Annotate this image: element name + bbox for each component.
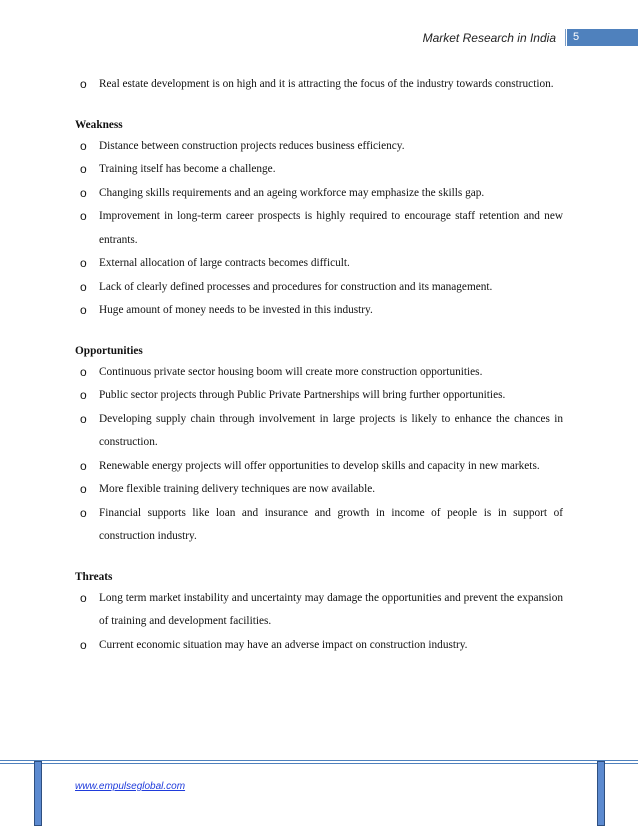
footer-left-bar xyxy=(34,761,42,826)
footer-rule xyxy=(0,760,638,761)
intro-list xyxy=(75,73,563,97)
section-heading: Opportunities xyxy=(75,344,143,357)
list-item-text: Financial supports like loan and insurance and growth in income of people is in support of construction industry. xyxy=(99,506,563,542)
bullet-icon: o xyxy=(80,77,87,91)
document-body xyxy=(75,73,563,657)
list-item-text: Renewable energy projects will offer opportunities to develop skills and capacity in new markets. xyxy=(99,459,540,472)
list-item xyxy=(75,361,563,385)
list-item xyxy=(75,455,563,479)
bullet-icon: o xyxy=(80,482,87,496)
list-item xyxy=(75,502,563,549)
list-item xyxy=(75,135,563,159)
section-threats xyxy=(75,570,563,658)
list-item-text: Improvement in long-term career prospects is highly required to encourage staff retention and new entrants. xyxy=(99,210,563,246)
footer-website-link[interactable]: www.empulseglobal.com xyxy=(75,781,186,792)
bullet-icon: o xyxy=(80,458,87,473)
list-item-text: More flexible training delivery techniques are now available. xyxy=(99,483,376,495)
list-item xyxy=(75,158,563,182)
bullet-icon: o xyxy=(80,162,87,176)
bullet-icon: o xyxy=(80,590,87,605)
bullet-icon: o xyxy=(80,279,87,294)
list-item xyxy=(75,587,563,634)
list-item xyxy=(75,252,563,276)
bullet-icon: o xyxy=(80,256,87,270)
bullet-icon: o xyxy=(80,637,87,652)
list-item xyxy=(75,182,563,206)
list-item xyxy=(75,299,563,323)
bullet-icon: o xyxy=(80,505,87,520)
section-opportunities xyxy=(75,344,563,549)
section-heading: Threats xyxy=(75,570,113,583)
list-item-text: Changing skills requirements and an ageing workforce may emphasize the skills gap. xyxy=(99,186,485,199)
bullet-icon: o xyxy=(80,209,87,223)
bullet-icon: o xyxy=(80,388,87,402)
header-title: Market Research in India xyxy=(422,31,556,45)
list-item xyxy=(75,634,563,658)
list-item xyxy=(75,384,563,408)
footer-rule-secondary xyxy=(0,763,638,764)
bullet-icon: o xyxy=(80,303,87,317)
bullet-icon: o xyxy=(80,138,87,153)
bullet-icon: o xyxy=(80,411,87,426)
header-divider xyxy=(565,29,566,46)
bullet-icon: o xyxy=(80,364,87,379)
list-item xyxy=(75,73,563,97)
list-item-text: Current economic situation may have an adverse impact on construction industry. xyxy=(99,638,468,651)
list-item xyxy=(75,205,563,252)
page-header xyxy=(0,29,638,47)
list-item-text: Developing supply chain through involvement in large projects is likely to enhance the chances in construction. xyxy=(99,412,563,448)
list-item-text: Training itself has become a challenge. xyxy=(99,163,276,175)
list-item-text: Huge amount of money needs to be invested in this industry. xyxy=(99,304,373,316)
bullet-icon: o xyxy=(80,185,87,200)
sections-container xyxy=(75,118,563,658)
section-heading: Weakness xyxy=(75,118,123,131)
list-item-text: Real estate development is on high and it is attracting the focus of the industry towards construction. xyxy=(99,78,554,90)
list-item xyxy=(75,408,563,455)
list-item-text: Distance between construction projects reduces business efficiency. xyxy=(99,139,405,152)
footer-right-bar xyxy=(597,761,605,826)
section-weakness xyxy=(75,118,563,323)
list-item-text: Long term market instability and uncertainty may damage the opportunities and prevent the expansion of training and development facilities. xyxy=(99,591,563,627)
list-item xyxy=(75,478,563,502)
list-item-text: Continuous private sector housing boom will create more construction opportunities. xyxy=(99,365,483,378)
page-number-badge: 5 xyxy=(567,29,638,46)
list-item-text: Lack of clearly defined processes and procedures for construction and its management. xyxy=(99,280,493,293)
list-item-text: External allocation of large contracts becomes difficult. xyxy=(99,257,350,269)
list-item-text: Public sector projects through Public Private Partnerships will bring further opportunities. xyxy=(99,389,506,401)
list-item xyxy=(75,276,563,300)
